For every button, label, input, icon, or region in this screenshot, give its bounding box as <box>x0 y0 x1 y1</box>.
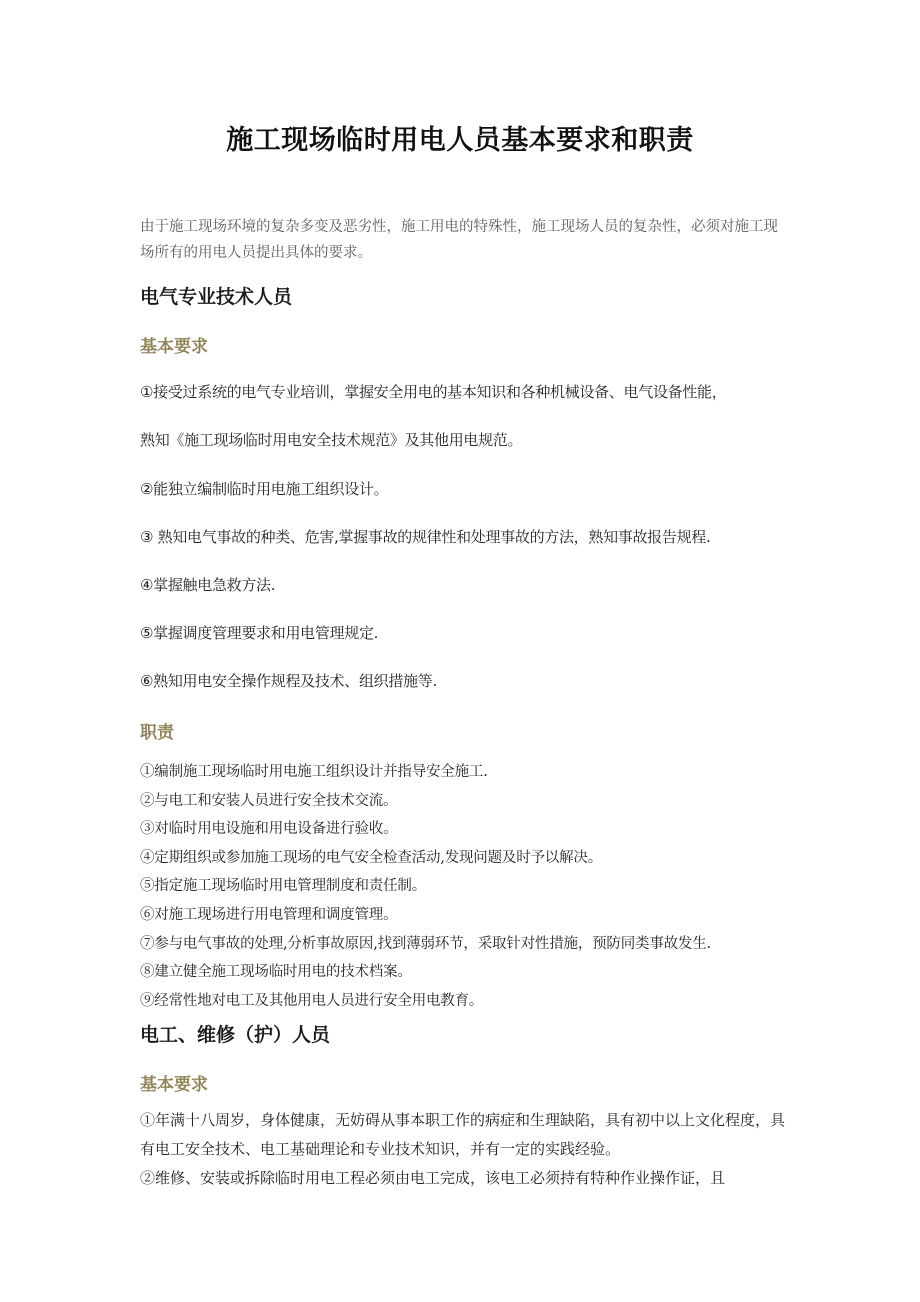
section1-requirement-item: ⑤掌握调度管理要求和用电管理规定. <box>140 624 379 642</box>
section1-duties-heading: 职责 <box>140 723 174 743</box>
intro-paragraph: 由于施工现场环境的复杂多变及恶劣性，施工用电的特殊性，施工现场人员的复杂性，必须对施工现场所有的用电人员提出具体的要求。 <box>140 219 778 261</box>
section1-requirement-item: ①接受过系统的电气专业培训，掌握安全用电的基本知识和各种机械设备、电气设备性能， <box>140 383 727 401</box>
duty-item: ⑥对施工现场进行用电管理和调度管理。 <box>140 906 398 923</box>
duty-item: ②与电工和安装人员进行安全技术交流。 <box>140 792 398 809</box>
duty-item: ⑤指定施工现场临时用电管理制度和责任制。 <box>140 878 426 895</box>
duty-item: ⑨经常性地对电工及其他用电人员进行安全用电教育。 <box>140 992 484 1009</box>
duty-item: ③对临时用电设施和用电设备进行验收。 <box>140 821 398 838</box>
section2-requirement-item: ①年满十八周岁，身体健康，无妨碍从事本职工作的病症和生理缺陷，具有初中以上文化程度，具有电工安全技术、电工基础理论和专业技术知识，并有一定的实践经验。 <box>140 1111 786 1158</box>
section2-requirements-heading: 基本要求 <box>140 1075 208 1095</box>
document-title: 施工现场临时用电人员基本要求和职责 <box>226 125 694 156</box>
section2-requirement-item: ②维修、安装或拆除临时用电工程必须由电工完成，该电工必须持有特种作业操作证，且 <box>140 1169 726 1187</box>
duty-item: ④定期组织或参加施工现场的电气安全检查活动,发现问题及时予以解决。 <box>140 849 603 866</box>
section2-requirements <box>140 1106 785 1193</box>
section1-heading: 电气专业技术人员 <box>140 286 293 308</box>
section1-requirements-heading: 基本要求 <box>140 337 208 357</box>
section1-requirement-item: ②能独立编制临时用电施工组织设计。 <box>140 480 389 498</box>
section2-heading: 电工、维修（护）人员 <box>140 1024 331 1046</box>
section1-requirement-item: ④掌握触电急救方法. <box>140 576 276 594</box>
section1-requirement-item: ③ 熟知电气事故的种类、危害,掌握事故的规律性和处理事故的方法，熟知事故报告规程. <box>140 528 711 546</box>
section1-requirement-item: 熟知《施工现场临时用电安全技术规范》及其他用电规范。 <box>140 431 523 449</box>
section1-requirement-item: ⑥熟知用电安全操作规程及技术、组织措施等. <box>140 672 437 690</box>
duty-item: ⑧建立健全施工现场临时用电的技术档案。 <box>140 964 412 981</box>
duty-item: ⑦参与电气事故的处理,分析事故原因,找到薄弱环节，采取针对性措施，预防同类事故发生. <box>140 935 711 952</box>
section1-duties-list <box>140 758 800 1015</box>
duty-item: ①编制施工现场临时用电施工组织设计并指导安全施工. <box>140 764 488 780</box>
